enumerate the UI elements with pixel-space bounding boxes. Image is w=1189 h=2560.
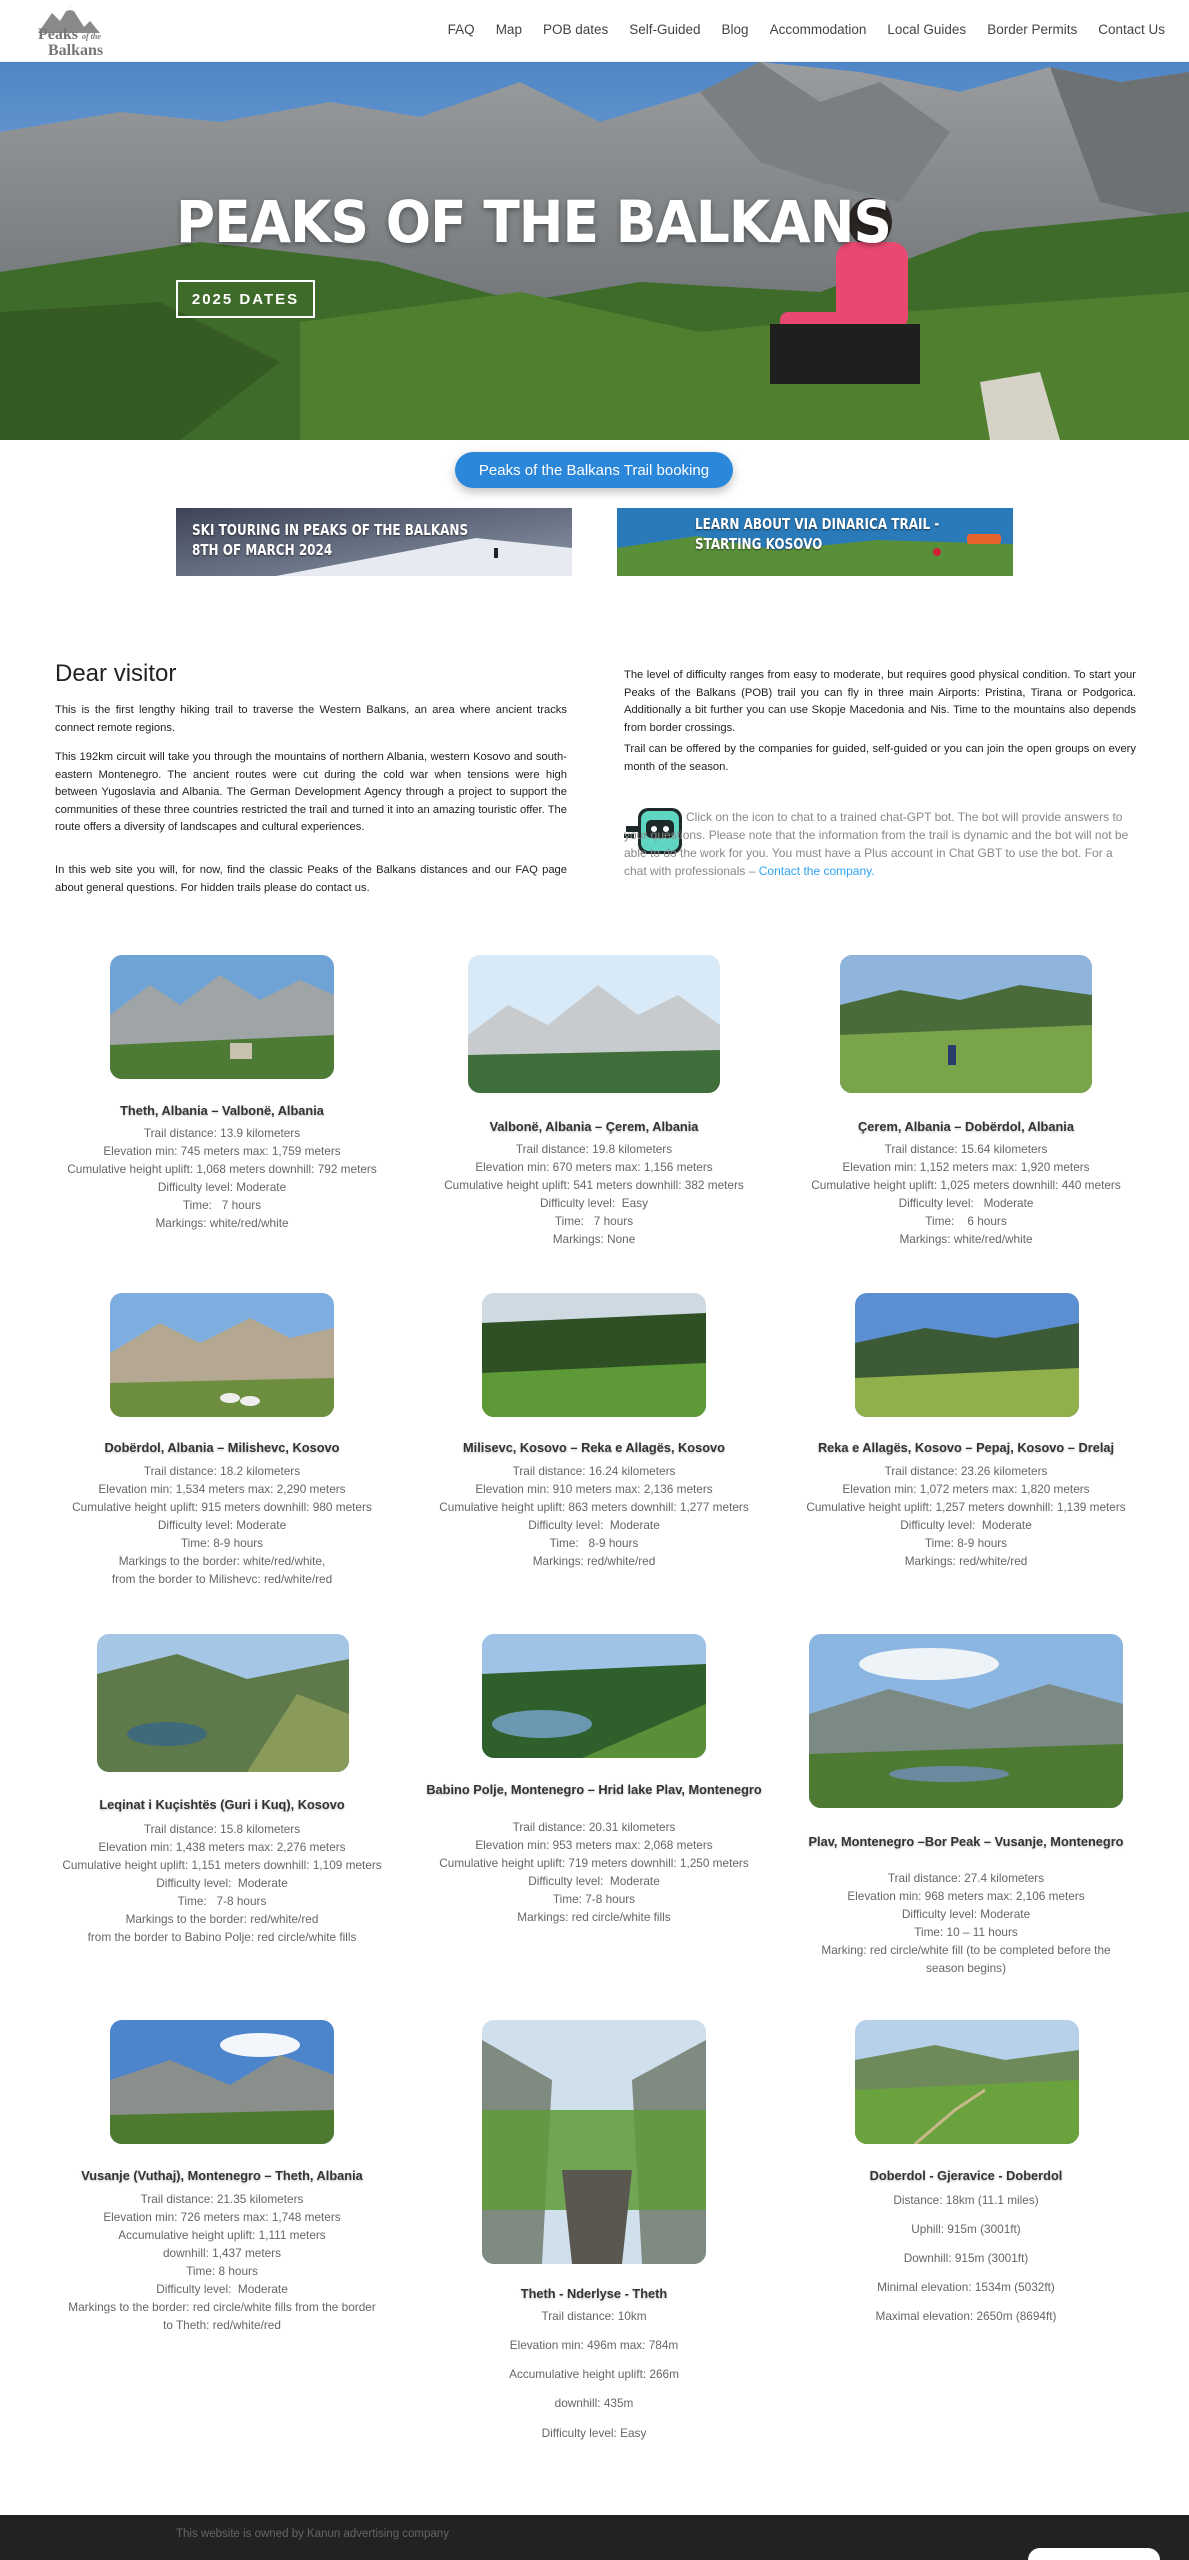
trail-detail: Elevation min: 1,534 meters max: 2,290 meters <box>98 1482 346 1496</box>
trail-detail: Difficulty level: Moderate <box>528 1874 660 1888</box>
trail-detail: Trail distance: 19.8 kilometers <box>515 1142 673 1156</box>
trail-detail: Distance: 18km (11.1 miles) <box>893 2193 1039 2207</box>
trail-detail: Elevation min: 1,072 meters max: 1,820 meters <box>842 1482 1090 1496</box>
trail-detail: Minimal elevation: 1534m (5032ft) <box>877 2280 1055 2294</box>
trail-detail: Markings to the border: red circle/white fills from the border <box>68 2300 376 2314</box>
footer-widget-tab[interactable] <box>1028 2548 1160 2560</box>
ski-banner-line1: SKI TOURING IN PEAKS OF THE BALKANS <box>192 521 469 539</box>
intro-paragraph-2: This 192km circuit will take you through the mountains of northern Albania, western Kosovo and south-eastern Montenegro. The ancient routes were cut during the cold war when tensions were high between Yugoslavia and Albania. The German Development Agency through a project to support the communities of these three countries restricted the trail and turned it into an amazing touristic offer. The route offers a diversity of landscapes and cultural experiences. <box>55 751 567 833</box>
trail-detail: Markings: None <box>552 1232 636 1246</box>
trail-image-cerem-doberdol[interactable] <box>840 955 1092 1093</box>
nav-map[interactable]: Map <box>495 22 522 37</box>
trail-detail: Time: 7 hours <box>554 1214 634 1228</box>
trail-detail: Difficulty level: Moderate <box>901 1907 1031 1921</box>
trail-title: Valbonë, Albania – Çerem, Albania <box>489 1119 699 1134</box>
nav-accommodation[interactable]: Accommodation <box>769 22 867 37</box>
trail-detail: Marking: red circle/white fill (to be completed before the <box>821 1943 1111 1957</box>
trail-detail: Difficulty level: Easy <box>541 2426 647 2440</box>
trail-detail: Elevation min: 1,438 meters max: 2,276 meters <box>98 1840 346 1854</box>
trail-detail: Difficulty level: Moderate <box>898 1196 1034 1210</box>
trail-detail: Elevation min: 745 meters max: 1,759 meters <box>103 1144 341 1158</box>
trail-detail: from the border to Milishevc: red/white/red <box>111 1572 333 1586</box>
trail-title: Theth, Albania – Valbonë, Albania <box>120 1103 324 1118</box>
trail-detail: Uphill: 915m (3001ft) <box>911 2222 1021 2236</box>
trail-detail: Trail distance: 27.4 kilometers <box>887 1871 1045 1885</box>
trail-detail: Time: 7 hours <box>182 1198 262 1212</box>
main-nav <box>427 22 1165 37</box>
trail-detail: Markings: red/white/red <box>532 1554 656 1568</box>
trail-title: Theth - Nderlyse - Theth <box>520 2286 668 2301</box>
trail-detail: Time: 8-9 hours <box>549 1536 639 1550</box>
trail-image-vusanje-theth[interactable] <box>110 2020 334 2144</box>
trail-title: Çerem, Albania – Dobërdol, Albania <box>858 1119 1074 1134</box>
trail-detail: Markings: white/red/white <box>899 1232 1033 1246</box>
logo-main: Peaks <box>38 26 78 43</box>
nav-local-guides[interactable]: Local Guides <box>887 22 967 37</box>
trail-detail: Difficulty level: Moderate <box>157 1180 287 1194</box>
trail-detail: Cumulative height uplift: 863 meters downhill: 1,277 meters <box>439 1500 749 1514</box>
trail-detail: downhill: 1,437 meters <box>162 2246 282 2260</box>
trail-detail: Time: 6 hours <box>925 1214 1007 1228</box>
trail-detail: Difficulty level: Moderate <box>157 1518 287 1532</box>
trail-detail: Elevation min: 968 meters max: 2,106 meters <box>847 1889 1085 1903</box>
trail-title: Milisevc, Kosovo – Reka e Allagës, Kosovo <box>463 1440 725 1455</box>
trail-detail: Trail distance: 16.24 kilometers <box>512 1464 676 1478</box>
contact-company-link[interactable]: Contact the company. <box>758 864 875 878</box>
trail-detail: Elevation min: 726 meters max: 1,748 meters <box>103 2210 341 2224</box>
dates-2025-button[interactable]: 2025 DATES <box>176 280 315 318</box>
trail-detail: Cumulative height uplift: 719 meters downhill: 1,250 meters <box>439 1856 749 1870</box>
trail-image-theth-valbone[interactable] <box>110 955 334 1079</box>
trail-image-babino-polje[interactable] <box>482 1634 706 1758</box>
trail-detail: Trail distance: 10km <box>541 2309 647 2323</box>
trail-image-milisevc-reka[interactable] <box>482 1293 706 1417</box>
intro-paragraph-3: In this web site you will, for now, find the classic Peaks of the Balkans distances and our FAQ page about general questions. For hidden trails please do contact us. <box>55 864 567 894</box>
trail-detail: downhill: 435m <box>554 2396 634 2410</box>
intro-paragraph-1: This is the first lengthy hiking trail to traverse the Western Balkans, an area where ancient tracks connect remote regions. <box>55 704 567 734</box>
chatbot-text: Click on the icon to chat to a trained chat-GPT bot. The bot will provide answers to your questions. Please note that the information from the trail is dynamic and the bot will not be able to do the work for you. You must have a Plus account in Chat GBT to use the bot. For a chat with professionals – <box>624 810 1129 878</box>
trail-detail: Difficulty level: Moderate <box>528 1518 660 1532</box>
trail-detail: Elevation min: 953 meters max: 2,068 meters <box>475 1838 713 1852</box>
ski-touring-banner[interactable] <box>176 508 572 576</box>
footer-ownership-text: This website is owned by Kanun advertising company <box>176 2528 449 2540</box>
site-header <box>0 0 1189 62</box>
trail-image-doberdol-gjeravice[interactable] <box>855 2020 1079 2144</box>
trail-detail: Time: 10 – 11 hours <box>914 1925 1018 1939</box>
via-dinarica-banner[interactable] <box>617 508 1013 576</box>
trail-title: Doberdol - Gjeravice - Doberdol <box>869 2168 1063 2183</box>
trail-title: Reka e Allagës, Kosovo – Pepaj, Kosovo – Drelaj <box>817 1440 1115 1455</box>
trail-detail: Time: 8-9 hours <box>180 1536 264 1550</box>
trail-detail: Trail distance: 23.26 kilometers <box>884 1464 1048 1478</box>
logo-small: of the <box>82 32 101 41</box>
trail-detail: Trail distance: 21.35 kilometers <box>140 2192 304 2206</box>
nav-self-guided[interactable]: Self-Guided <box>629 22 701 37</box>
trail-title: Vusanje (Vuthaj), Montenegro – Theth, Albania <box>81 2168 363 2183</box>
trail-detail: Trail distance: 20.31 kilometers <box>512 1820 676 1834</box>
trail-detail: Elevation min: 496m max: 784m <box>509 2338 679 2352</box>
trail-detail: from the border to Babino Polje: red circle/white fills <box>87 1930 357 1944</box>
trail-detail: Elevation min: 1,152 meters max: 1,920 meters <box>842 1160 1090 1174</box>
trail-detail: Cumulative height uplift: 1,151 meters downhill: 1,109 meters <box>62 1858 382 1872</box>
nav-faq[interactable]: FAQ <box>447 22 475 37</box>
logo-text[interactable] <box>38 28 103 58</box>
hero-title: PEAKS OF THE BALKANS <box>176 188 891 256</box>
trail-detail: Difficulty level: Moderate <box>900 1518 1032 1532</box>
ski-banner-line2: 8TH OF MARCH 2024 <box>192 541 333 559</box>
trail-title: Babino Polje, Montenegro – Hrid lake Plav, Montenegro <box>426 1782 762 1797</box>
trail-title: Dobërdol, Albania – Milishevc, Kosovo <box>104 1440 340 1455</box>
trail-detail: Time: 8 hours <box>186 2264 258 2278</box>
trail-image-leqinat[interactable] <box>97 1634 349 1772</box>
nav-contact-us[interactable]: Contact Us <box>1098 22 1165 37</box>
site-footer <box>0 2515 1189 2560</box>
trail-detail: to Theth: red/white/red <box>163 2318 281 2332</box>
trail-detail: Downhill: 915m (3001ft) <box>903 2251 1029 2265</box>
trail-detail: Markings to the border: red/white/red <box>125 1912 319 1926</box>
trail-detail: Cumulative height uplift: 915 meters downhill: 980 meters <box>72 1500 372 1514</box>
trail-detail: Markings: white/red/white <box>155 1216 289 1230</box>
trail-detail: Accumulative height uplift: 1,111 meters <box>118 2228 326 2242</box>
trail-detail: Elevation min: 670 meters max: 1,156 meters <box>475 1160 713 1174</box>
trail-image-reka-pepaj[interactable] <box>855 1293 1079 1417</box>
trail-detail: Difficulty level: Moderate <box>156 1876 288 1890</box>
trail-detail: Elevation min: 910 meters max: 2,136 meters <box>475 1482 713 1496</box>
chatbot-description <box>624 808 1132 880</box>
via-dinarica-banner-line1: LEARN ABOUT VIA DINARICA TRAIL - STARTING KOSOVO <box>695 515 940 553</box>
trail-image-theth-nderlyse[interactable] <box>482 2020 706 2264</box>
trail-detail: Cumulative height uplift: 541 meters downhill: 382 meters <box>444 1178 744 1192</box>
trail-detail: Trail distance: 18.2 kilometers <box>143 1464 301 1478</box>
trail-title: Leqinat i Kuçishtës (Guri i Kuq), Kosovo <box>99 1797 345 1812</box>
trail-detail: Markings to the border: white/red/white, <box>118 1554 326 1568</box>
trail-detail: Trail distance: 15.64 kilometers <box>884 1142 1048 1156</box>
nav-pob-dates[interactable]: POB dates <box>542 22 609 37</box>
trail-detail: Time: 8-9 hours <box>924 1536 1008 1550</box>
trail-detail: Trail distance: 15.8 kilometers <box>143 1822 301 1836</box>
trail-detail: Time: 7-8 hours <box>552 1892 636 1906</box>
trail-detail: Markings: red circle/white fills <box>517 1910 671 1924</box>
trail-image-plav-bor-peak[interactable] <box>809 1634 1123 1808</box>
trail-booking-button[interactable]: Peaks of the Balkans Trail booking <box>455 452 733 488</box>
logo-sub: Balkans <box>48 42 104 59</box>
trail-image-doberdol-milishevc[interactable] <box>110 1293 334 1417</box>
trail-detail: Trail distance: 13.9 kilometers <box>143 1126 301 1140</box>
trail-detail: Maximal elevation: 2650m (8694ft) <box>875 2309 1057 2323</box>
trail-detail: Time: 7-8 hours <box>177 1894 267 1908</box>
intro-paragraph-5: Trail can be offered by the companies for guided, self-guided or you can join the open groups on every month of the season. <box>624 743 1136 773</box>
trail-detail: Markings: red/white/red <box>904 1554 1028 1568</box>
trail-image-valbone-cerem[interactable] <box>468 955 720 1093</box>
intro-title: Dear visitor <box>55 660 177 687</box>
trail-detail: Difficulty level: Moderate <box>156 2282 288 2296</box>
trail-detail: season begins) <box>925 1961 1006 1975</box>
intro-paragraph-4: The level of difficulty ranges from easy to moderate, but requires good physical condition. To start your Peaks of the Balkans (POB) trail you can fly in three main Airports: Pristina, Tirana or Podgorica. Additionally a bit further you can use Skopje Macedonia and Nis. Time to the mountains also depends from border crossings. <box>624 669 1136 734</box>
trail-title: Plav, Montenegro –Bor Peak – Vusanje, Montenegro <box>808 1834 1124 1849</box>
hero-section <box>0 62 1189 440</box>
trail-detail: Difficulty level: Easy <box>540 1196 648 1210</box>
nav-blog[interactable]: Blog <box>721 22 749 37</box>
trail-detail: Cumulative height uplift: 1,257 meters downhill: 1,139 meters <box>806 1500 1126 1514</box>
trail-detail: Cumulative height uplift: 1,068 meters downhill: 792 meters <box>67 1162 377 1176</box>
trail-detail: Cumulative height uplift: 1,025 meters downhill: 440 meters <box>811 1178 1121 1192</box>
nav-border-permits[interactable]: Border Permits <box>987 22 1078 37</box>
trail-detail: Accumulative height uplift: 266m <box>509 2367 679 2381</box>
